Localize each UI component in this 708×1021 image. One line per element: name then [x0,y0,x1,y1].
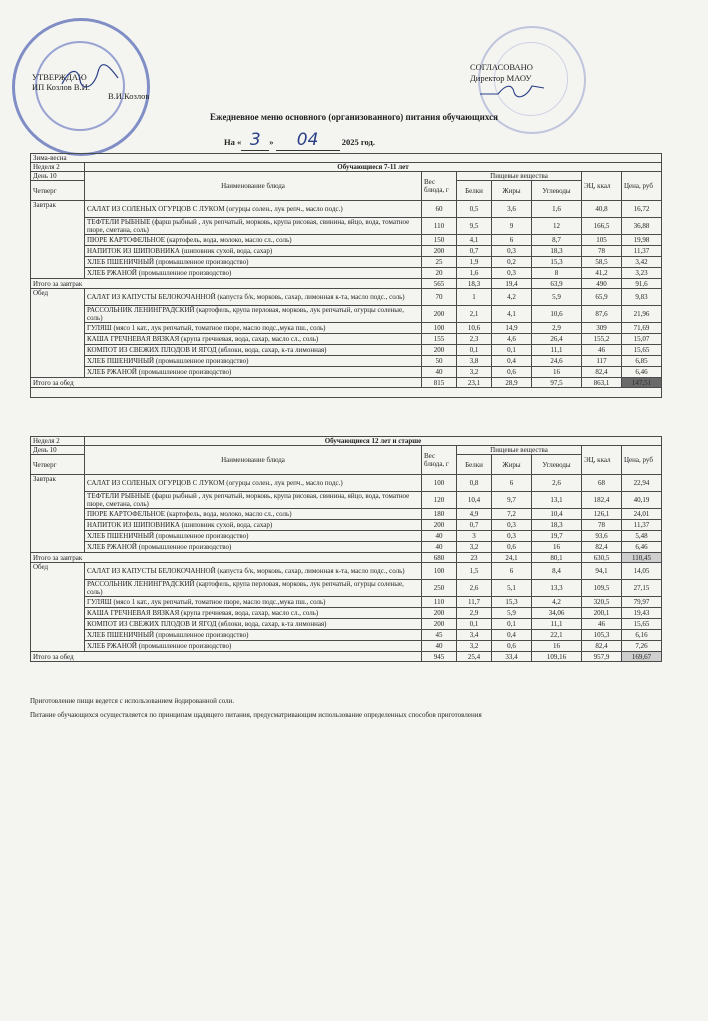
week-label: Неделя 2 [31,437,85,446]
approve-label: УТВЕРЖДАЮ [32,72,87,82]
table-row: ПЮРЕ КАРТОФЕЛЬНОЕ (картофель, вода, молоко, масло сл., соль) 180 4,9 7,2 10,4 126,1 24,01 [31,509,662,520]
date-day: 3 [249,130,261,150]
col-header-fat: Жиры [492,181,532,201]
col-header-carbs: Углеводы [532,181,582,201]
total-row: Итого за завтрак 565 18,3 19,4 63,9 490 91,6 [31,279,662,289]
approve-signature [60,64,120,90]
date-line: На « 3 » 04 2025 год. [224,130,375,150]
total-row: Итого за обед 815 23,1 28,9 97,5 863,1 147,51 [31,378,662,388]
col-header-name: Наименование блюда [85,446,422,475]
group-title: Обучающиеся 7-11 лет [85,163,662,172]
table-row: НАПИТОК ИЗ ШИПОВНИКА (шиповник сухой, вода, сахар) 200 0,7 0,3 18,3 78 11,37 [31,246,662,257]
table-row: КОМПОТ ИЗ СВЕЖИХ ПЛОДОВ И ЯГОД (яблоки, вода, сахар, к-та лимонная) 200 0,1 0,1 11,1 46 15,65 [31,345,662,356]
approve-sign-name: В.И.Козлов [108,91,150,101]
total-row: Итого за обед 945 25,4 33,4 109,16 957,9 169,67 [31,652,662,662]
col-header-nutrients: Пищевые вещества [457,446,582,455]
table-row: РАССОЛЬНИК ЛЕНИНГРАДСКИЙ (картофель, крупа перловая, морковь, лук репчатый, огурцы соленые, соль) 200 2,1 4,1 10,6 87,6 21,96 [31,306,662,323]
table-row: ХЛЕБ РЖАНОЙ (промышленное производство) 20 1,6 0,3 8 41,2 3,23 [31,268,662,279]
col-header-price: Цена, руб [622,446,662,475]
week-label: Неделя 2 [31,163,85,172]
col-header-energy: ЭЦ, ккал [582,172,622,201]
col-header-price: Цена, руб [622,172,662,201]
table-row: КАША ГРЕЧНЕВАЯ ВЯЗКАЯ (крупа гречневая, вода, сахар, масло сл., соль) 200 2,9 5,9 34,06 200,1 19,43 [31,608,662,619]
table-row: ТЕФТЕЛИ РЫБНЫЕ (фарш рыбный , лук репчатый, морковь, крупа рисовая, свинина, яйцо, вода, томатное пюре, сметана, соль) 110 9,5 9 12 166,5 36,88 [31,218,662,235]
table-row: ХЛЕБ ПШЕНИЧНЫЙ (промышленное производство) 40 3 0,3 19,7 93,6 5,48 [31,531,662,542]
col-header-name: Наименование блюда [85,172,422,201]
table-row: ГУЛЯШ (мясо 1 кат., лук репчатый, томатное пюре, масло подс.,мука пш., соль) 100 10,6 14,9 2,9 309 71,69 [31,323,662,334]
col-header-carbs: Углеводы [532,455,582,475]
table-row: Обед САЛАТ ИЗ КАПУСТЫ БЕЛОКОЧАННОЙ (капуста б/к, морковь, сахар, лимонная к-та, масло подс., соль) 70 1 4,2 5,9 65,9 9,83 [31,289,662,306]
table-row: Обед САЛАТ ИЗ КАПУСТЫ БЕЛОКОЧАННОЙ (капуста б/к, морковь, сахар, лимонная к-та, масло подс., соль) 100 1,5 6 8,4 94,1 14,05 [31,563,662,580]
note-iodized-salt: Приготовление пищи ведется с использованием йодированной соли. [30,697,235,705]
day-label: День 10 [31,446,85,455]
agree-signature [478,80,548,100]
table-row: ХЛЕБ РЖАНОЙ (промышленное производство) 40 3,2 0,6 16 82,4 6,46 [31,542,662,553]
col-header-weight: Вес блюда, г [422,172,457,201]
weekday-label: Четверг [31,181,85,201]
meal-label-lunch: Обед [31,563,85,652]
date-month: 04 [296,130,319,150]
table-row: ПЮРЕ КАРТОФЕЛЬНОЕ (картофель, вода, молоко, масло сл., соль) 150 4,1 6 8,7 105 19,98 [31,235,662,246]
table-row: ХЛЕБ ПШЕНИЧНЫЙ (промышленное производство) 25 1,9 0,2 15,3 58,5 3,42 [31,257,662,268]
col-header-fat: Жиры [492,455,532,475]
season-label: Зима-весна [31,154,662,163]
col-header-protein: Белки [457,455,492,475]
weekday-label: Четверг [31,455,85,475]
approve-person: ИП Козлов В.И. [32,82,90,92]
table-row: ХЛЕБ РЖАНОЙ (промышленное производство) 40 3,2 0,6 16 82,4 7,26 [31,641,662,652]
col-header-energy: ЭЦ, ккал [582,446,622,475]
table-row: КАША ГРЕЧНЕВАЯ ВЯЗКАЯ (крупа гречневая, вода, сахар, масло сл., соль) 155 2,3 4,6 26,4 155,2 15,07 [31,334,662,345]
day-label: День 10 [31,172,85,181]
meal-label-lunch: Обед [31,289,85,378]
table-row: РАССОЛЬНИК ЛЕНИНГРАДСКИЙ (картофель, крупа перловая, морковь, лук репчатый, огурцы соленые, соль) 250 2,6 5,1 13,3 109,5 27,15 [31,580,662,597]
note-diet-principles: Питание обучающихся осуществляется по принципам щадящего питания, предусматривающим использование определенных способов приготовления [30,711,482,719]
col-header-nutrients: Пищевые вещества [457,172,582,181]
agree-label: СОГЛАСОВАНО [470,62,533,72]
meal-label-breakfast: Завтрак [31,475,85,553]
document-title: Ежедневное меню основного (организованного) питания обучающихся [210,112,498,122]
group-title: Обучающиеся 12 лет и старше [85,437,662,446]
agree-person: Директор МАОУ [470,73,532,83]
total-row: Итого за завтрак 680 23 24,1 80,1 630,5 110,45 [31,553,662,563]
table-row: НАПИТОК ИЗ ШИПОВНИКА (шиповник сухой, вода, сахар) 200 0,7 0,3 18,3 78 11,37 [31,520,662,531]
table-row: ТЕФТЕЛИ РЫБНЫЕ (фарш рыбный , лук репчатый, морковь, крупа рисовая, свинина, яйцо, вода, томатное пюре, сметана, соль) 120 10,4 9,7 13,1 182,4 40,19 [31,492,662,509]
table-row: ХЛЕБ РЖАНОЙ (промышленное производство) 40 3,2 0,6 16 82,4 6,46 [31,367,662,378]
col-header-weight: Вес блюда, г [422,446,457,475]
col-header-protein: Белки [457,181,492,201]
date-year: 2025 год. [341,137,375,147]
meal-label-breakfast: Завтрак [31,201,85,279]
table-row: КОМПОТ ИЗ СВЕЖИХ ПЛОДОВ И ЯГОД (яблоки, вода, сахар, к-та лимонная) 200 0,1 0,1 11,1 46 15,65 [31,619,662,630]
table-row: ГУЛЯШ (мясо 1 кат., лук репчатый, томатное пюре, масло подс.,мука пш., соль) 110 11,7 15,3 4,2 320,5 79,97 [31,597,662,608]
table-row: ХЛЕБ ПШЕНИЧНЫЙ (промышленное производство) 50 3,8 0,4 24,6 117 6,85 [31,356,662,367]
table-row: Завтрак САЛАТ ИЗ СОЛЕНЫХ ОГУРЦОВ С ЛУКОМ (огурцы солен., лук репч., масло подс.) 60 0,5 3,6 1,6 40,8 16,72 [31,201,662,218]
table-row: ХЛЕБ ПШЕНИЧНЫЙ (промышленное производство) 45 3,4 0,4 22,1 105,3 6,16 [31,630,662,641]
menu-table-7-11 [30,153,662,398]
table-row: Завтрак САЛАТ ИЗ СОЛЕНЫХ ОГУРЦОВ С ЛУКОМ (огурцы солен., лук репч., масло подс.) 100 0,8 6 2,6 68 22,94 [31,475,662,492]
menu-table-12-plus [30,436,662,662]
